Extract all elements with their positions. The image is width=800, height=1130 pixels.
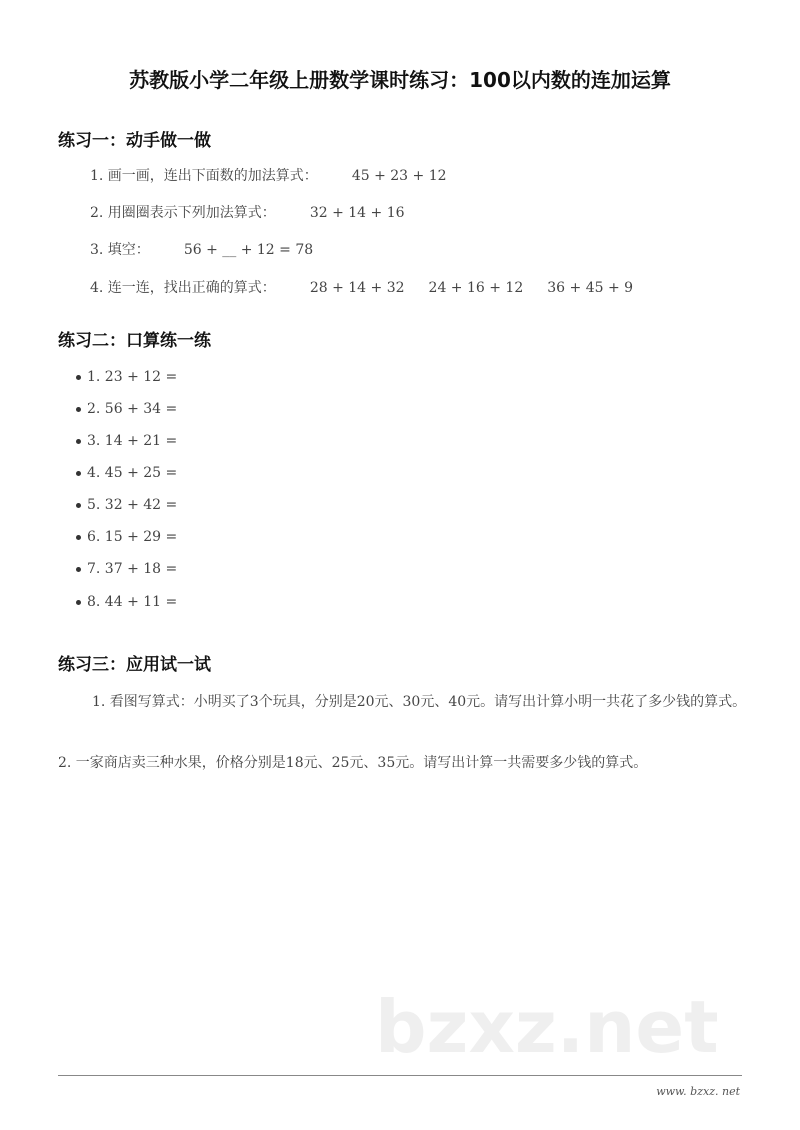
item-text: 6. 15 + 29 =	[87, 529, 178, 545]
bullet-icon	[76, 503, 81, 508]
bullet-icon	[76, 600, 81, 605]
bullet-icon	[76, 567, 81, 572]
item-text: 5. 32 + 42 =	[87, 497, 178, 513]
bullet-icon	[76, 535, 81, 540]
list-item	[76, 433, 177, 449]
list-item	[76, 465, 177, 481]
list-item	[76, 369, 177, 385]
item-label: 2. 用圈圈表示下列加法算式：	[90, 205, 276, 221]
item-expression: 32 + 14 + 16	[309, 205, 405, 221]
watermark: bzxz.net	[375, 985, 719, 1069]
item-text: 4. 45 + 25 =	[87, 465, 178, 481]
section3-item-2: 2. 一家商店卖三种水果，价格分别是18元、25元、35元。请写出计算一共需要多少钱的算式。	[58, 755, 648, 771]
item-expression: 56 + __ + 12 = 78	[183, 242, 314, 258]
item-expression: 24 + 16 + 12	[428, 280, 524, 296]
list-item	[76, 561, 177, 577]
item-text: 1. 23 + 12 =	[87, 369, 178, 385]
footer-url: www. bzxz. net	[656, 1085, 740, 1098]
section1-item-2	[90, 202, 405, 222]
section1-item-1	[90, 165, 447, 185]
section3-item-1: 1. 看图写算式：小明买了3个玩具，分别是20元、30元、40元。请写出计算小明一共花了多少钱的算式。	[92, 694, 747, 710]
bullet-icon	[76, 407, 81, 412]
section1-heading: 练习一：动手做一做	[58, 131, 211, 151]
section1-item-4	[90, 277, 633, 297]
list-item	[76, 529, 177, 545]
item-text: 7. 37 + 18 =	[87, 561, 178, 577]
bullet-icon	[76, 439, 81, 444]
item-label: 1. 画一画，连出下面数的加法算式：	[90, 168, 318, 184]
bullet-icon	[76, 375, 81, 380]
bullet-icon	[76, 471, 81, 476]
item-expression: 36 + 45 + 9	[547, 280, 634, 296]
item-label: 4. 连一连，找出正确的算式：	[90, 280, 276, 296]
item-text: 8. 44 + 11 =	[87, 594, 178, 610]
section3-heading: 练习三：应用试一试	[58, 655, 211, 675]
item-label: 3. 填空：	[90, 242, 150, 258]
item-expression: 45 + 23 + 12	[351, 168, 447, 184]
list-item	[76, 594, 177, 610]
footer-divider	[58, 1075, 742, 1076]
list-item	[76, 401, 177, 417]
item-text: 3. 14 + 21 =	[87, 433, 178, 449]
item-text: 2. 56 + 34 =	[87, 401, 178, 417]
item-expression: 28 + 14 + 32	[309, 280, 405, 296]
page-title: 苏教版小学二年级上册数学课时练习：100以内数的连加运算	[129, 68, 671, 92]
list-item	[76, 497, 177, 513]
section1-item-3	[90, 239, 313, 259]
section2-heading: 练习二：口算练一练	[58, 331, 211, 351]
